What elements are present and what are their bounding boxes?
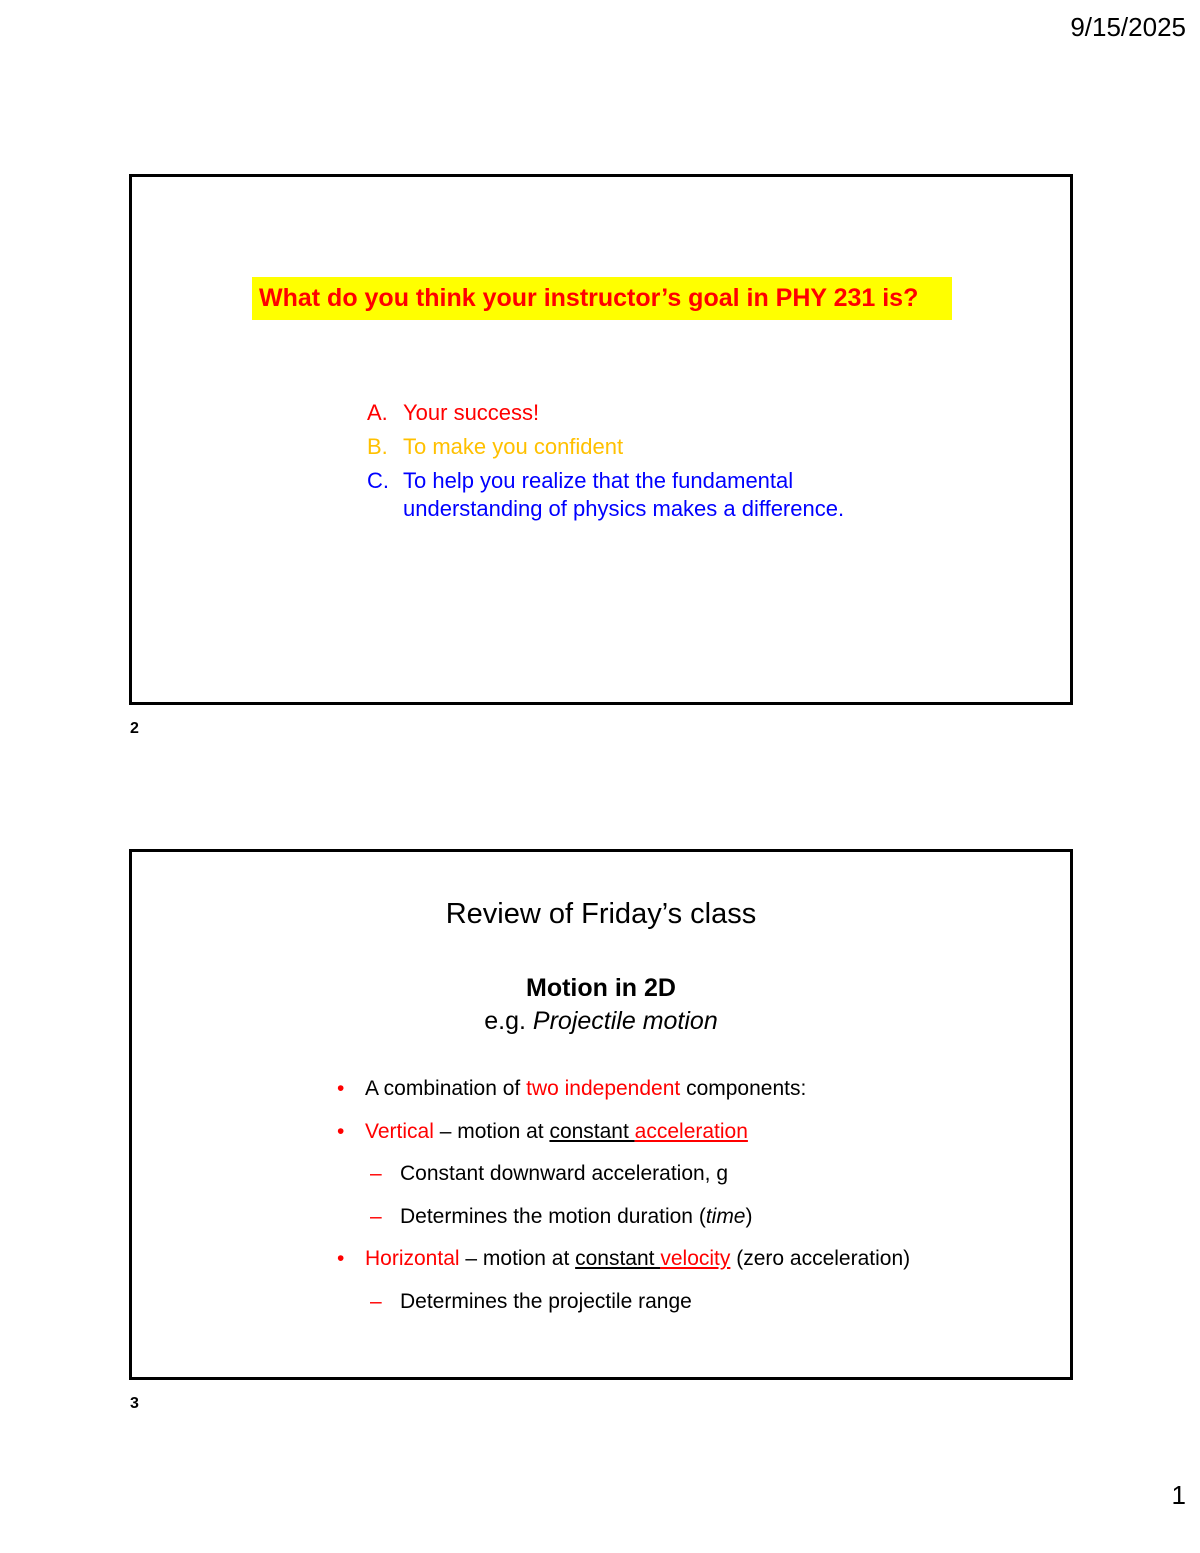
option-a [367, 399, 903, 427]
page-date: 9/15/2025 [1070, 12, 1186, 42]
option-letter: C. [367, 468, 389, 493]
italic-text: time [705, 1204, 746, 1228]
bullet-list [332, 1074, 910, 1329]
page-number: 1 [1171, 1480, 1186, 1510]
example-line [132, 1007, 1070, 1036]
example-prefix: e.g. [484, 1007, 533, 1035]
slide-review [129, 849, 1073, 1380]
question-title: What do you think your instructor’s goal in PHY 231 is? [252, 277, 952, 320]
underlined-text: constant [549, 1119, 635, 1143]
bullet-text: Constant downward acceleration, g [400, 1162, 729, 1185]
example-term: Projectile motion [532, 1007, 718, 1035]
sub-bullet-range [332, 1287, 910, 1330]
slide-title: Review of Friday’s class [445, 898, 757, 930]
bullet-text: Determines the motion duration ( [400, 1204, 706, 1228]
option-text: To help you realize that the fundamental understanding of physics makes a difference. [403, 468, 845, 521]
bullet-label: Horizontal [365, 1247, 460, 1270]
answer-options [367, 399, 903, 529]
bullet-text: ) [745, 1204, 753, 1228]
slide-subtitle: Motion in 2D [526, 974, 676, 1002]
sub-bullet-duration [332, 1202, 910, 1245]
option-c [367, 467, 903, 523]
bullet-label: Vertical [365, 1119, 434, 1143]
option-text: Your success! [403, 400, 540, 425]
option-letter: A. [367, 400, 388, 425]
bullet-text: A combination of [365, 1077, 527, 1100]
bullet-text: Determines the projectile range [400, 1289, 692, 1313]
bullet-vertical [332, 1117, 910, 1160]
bullet-horizontal [332, 1244, 910, 1287]
sub-bullet-downward [332, 1159, 910, 1202]
bullet-text: (zero acceleration) [730, 1247, 911, 1270]
underlined-highlight: acceleration [634, 1119, 748, 1143]
option-b [367, 433, 903, 461]
slide-number: 3 [130, 1395, 139, 1412]
slide-question [129, 174, 1073, 705]
option-text: To make you confident [403, 434, 624, 459]
bullet-highlight: two independent [526, 1077, 681, 1100]
slide-number: 2 [130, 720, 139, 737]
underlined-text: constant [575, 1247, 661, 1270]
bullet-text: – motion at [433, 1119, 550, 1143]
bullet-text: components: [680, 1077, 807, 1100]
bullet-combination [332, 1074, 910, 1117]
underlined-highlight: velocity [660, 1247, 731, 1270]
option-letter: B. [367, 434, 388, 459]
bullet-text: – motion at [459, 1247, 576, 1270]
